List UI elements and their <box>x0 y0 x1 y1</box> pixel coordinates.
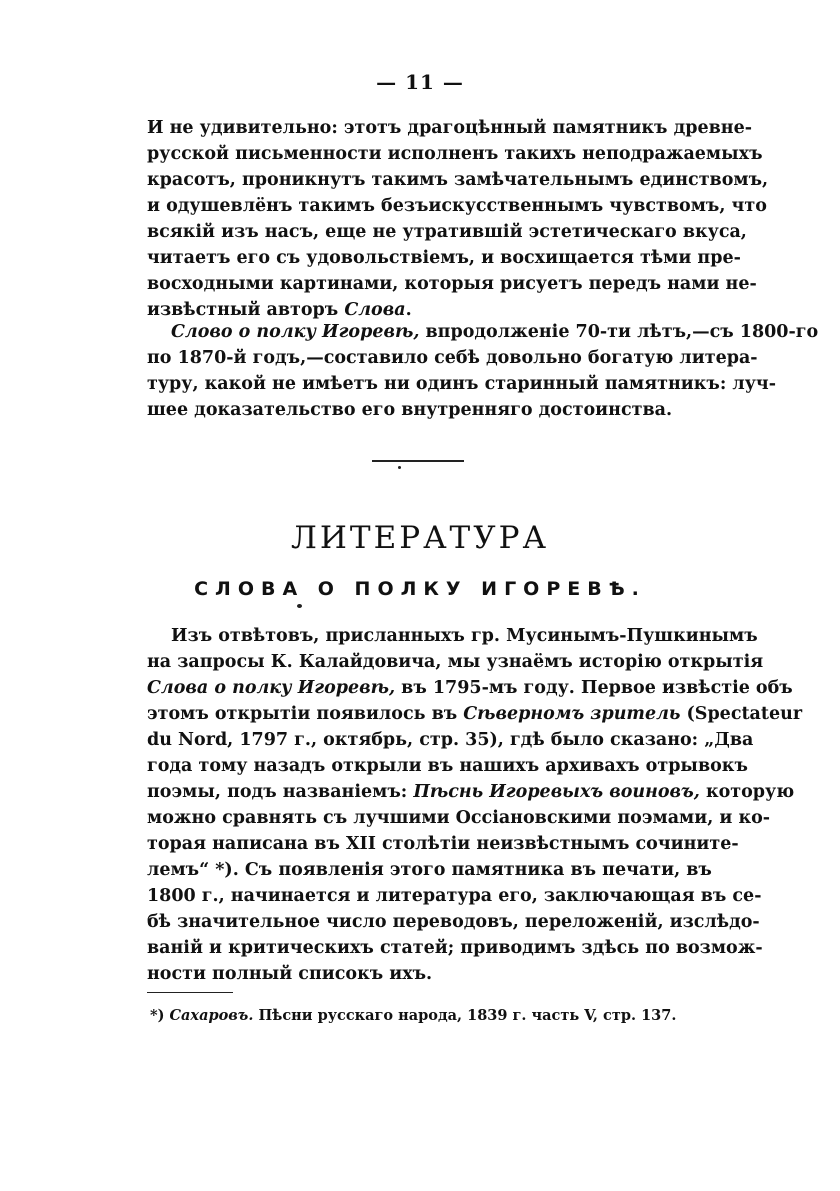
paragraph-line: торая написана въ XII столѣтіи неизвѣстнымъ сочините- <box>147 834 739 854</box>
work-title-italic: Слова <box>344 300 406 320</box>
footnote-text: Пѣсни русскаго народа, 1839 г. часть V, стр. 137. <box>253 1007 677 1024</box>
section-divider <box>372 460 464 462</box>
paragraph-line <box>147 319 819 345</box>
work-title-italic: Слово о полку Игоревѣ, <box>171 322 420 342</box>
paragraph-line: красотъ, проникнутъ такимъ замѣчательнымъ единствомъ, <box>147 170 769 190</box>
text-run: (Spectateur <box>680 704 803 724</box>
paragraph-line: Изъ отвѣтовъ, присланныхъ гр. Мусинымъ-Пушкинымъ <box>171 626 758 646</box>
text-run: въ 1795-мъ году. Первое извѣстіе объ <box>395 678 793 698</box>
paragraph-line: ности полный списокъ ихъ. <box>147 964 433 984</box>
text-run: впродолженіе 70-ти лѣтъ,—съ 1800-го <box>419 322 819 342</box>
text-run: поэмы, подъ названіемъ: <box>147 782 414 802</box>
section-title: ЛИТЕРАТУРА <box>291 520 549 556</box>
paragraph-line: бѣ значительное число переводовъ, переложеній, изслѣдо- <box>147 912 760 932</box>
paragraph-line: 1800 г., начинается и литература его, заключающая въ се- <box>147 886 762 906</box>
paragraph-line: можно сравнять съ лучшими Оссіановскими поэмами, и ко- <box>147 808 771 828</box>
footnote <box>150 1006 710 1026</box>
paragraph-line: шее доказательство его внутренняго достоинства. <box>147 400 673 420</box>
footnote-author: Сахаровъ. <box>169 1007 254 1024</box>
paragraph-line: и одушевлёнъ такимъ безъискусственнымъ чувствомъ, что <box>147 196 767 216</box>
paragraph-line <box>147 701 803 727</box>
footnote-marker: *) <box>150 1007 170 1024</box>
intro-paragraph <box>147 115 769 323</box>
paragraph-line: ваній и критическихъ статей; приводимъ здѣсь по возмож- <box>147 938 763 958</box>
section-subtitle: СЛОВА О ПОЛКУ ИГОРЕВѢ. <box>194 578 646 600</box>
literature-summary-paragraph <box>147 319 819 423</box>
paragraph-line: русской письменности исполненъ такихъ неподражаемыхъ <box>147 144 763 164</box>
journal-title-italic: Сѣверномъ зритель <box>463 704 681 724</box>
footnote-rule <box>147 992 233 993</box>
paragraph-line: восходными картинами, которыя рисуетъ передъ нами не- <box>147 274 757 294</box>
paragraph-line <box>147 779 795 805</box>
page-number: — 11 — <box>376 70 464 94</box>
work-title-italic: Пѣснь Игоревыхъ воиновъ, <box>413 782 700 802</box>
history-paragraph <box>147 623 803 987</box>
text-run: извѣстный авторъ <box>147 300 345 320</box>
text-run: этомъ открытіи появилось въ <box>147 704 464 724</box>
paragraph-line: по 1870-й годъ,—составило себѣ довольно богатую литера- <box>147 348 758 368</box>
text-run: . <box>405 300 412 320</box>
paragraph-line: всякій изъ насъ, еще не утратившій эстетическаго вкуса, <box>147 222 747 242</box>
paragraph-line: читаетъ его съ удовольствіемъ, и восхищается тѣми пре- <box>147 248 741 268</box>
paragraph-line: du Nord, 1797 г., октябрь, стр. 35), гдѣ было сказано: „Два <box>147 730 754 750</box>
paragraph-line: лемъ“ *). Съ появленія этого памятника въ печати, въ <box>147 860 712 880</box>
divider-dot <box>398 466 401 469</box>
work-title-italic: Слова о полку Игоревѣ, <box>147 678 396 698</box>
ink-mark <box>297 604 302 608</box>
text-run: которую <box>699 782 795 802</box>
paragraph-line: года тому назадъ открыли въ нашихъ архивахъ отрывокъ <box>147 756 748 776</box>
paragraph-line: на запросы К. Калайдовича, мы узнаёмъ исторію открытія <box>147 652 764 672</box>
paragraph-line: туру, какой не имѣетъ ни одинъ старинный памятникъ: луч- <box>147 374 776 394</box>
paragraph-line <box>147 675 793 701</box>
paragraph-line: И не удивительно: этотъ драгоцѣнный памятникъ древне- <box>147 118 752 138</box>
